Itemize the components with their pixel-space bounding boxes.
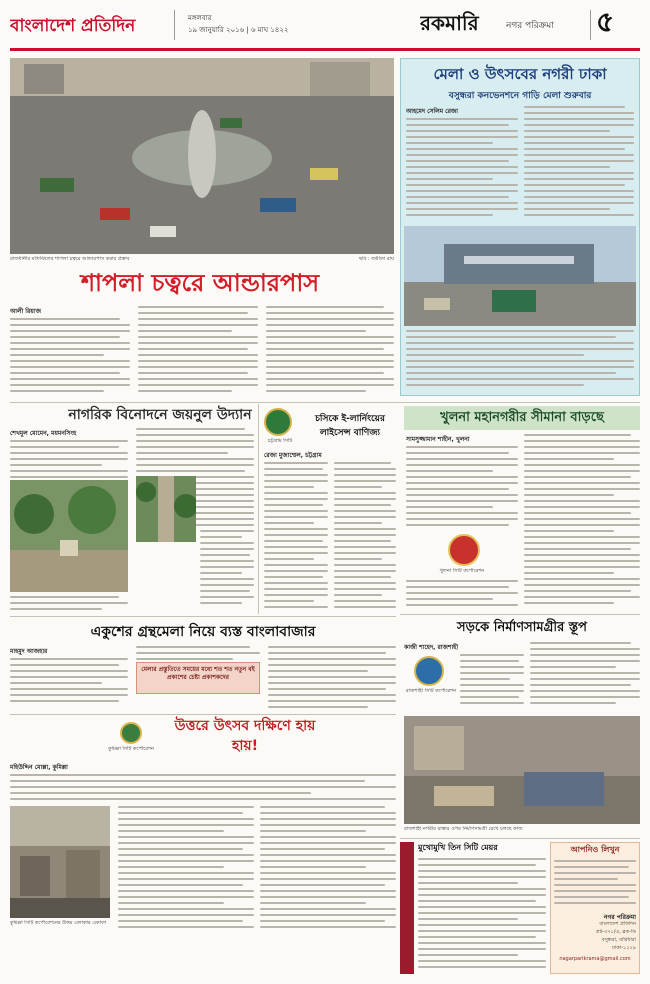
row-divider [10,402,640,403]
park-photo-large [10,480,128,592]
ekushe-body-col2 [136,646,260,662]
masthead-divider [590,10,591,40]
write-box-body [554,860,636,910]
write-box-contact-title: নগর পরিক্রমা [603,914,636,921]
khulna-body-col1b [406,580,518,612]
ekushe-body-col3 [268,646,396,710]
row-divider [10,616,396,617]
row-divider [400,614,640,615]
road-photo [404,716,640,824]
write-box-contact-line: প্লট-৩৭১/এ, ব্লক-ডি [596,929,636,935]
license-emblem [264,408,292,436]
comilla-body-col2 [118,806,254,936]
fair-headline: মেলা ও উৎসবের নগরী ঢাকা [433,65,607,83]
park-body-col3 [200,476,254,612]
comilla-photo [10,806,110,918]
park-landscape-image [10,480,128,592]
ekushe-byline: মাহমুদ আজহার [10,648,48,655]
khulna-body-col2 [524,434,640,612]
road-body-col2 [530,642,640,712]
comilla-body-col3 [260,806,396,936]
row-divider [10,714,396,715]
lead-photo-caption: রাজধানীর মতিঝিলের শাপলা চত্বরে আন্ডারপাস করার প্রস্তাব [10,256,130,262]
license-body-col1 [264,462,328,612]
write-box-email[interactable]: nagarparikrama@gmail.com [559,956,631,962]
road-byline: কাজী শাহেদ, রাজশাহী [404,644,459,651]
construction-materials-image [404,716,640,824]
fair-byline: আহমেদ সেলিম রেজা [406,108,458,115]
masthead-divider [174,10,175,40]
park-byline: শেখমুল মোমেন, ময়মনসিংহ [10,430,77,437]
lead-headline: শাপলা চত্বরে আন্ডারপাস [80,269,320,297]
section-title: রকমারি [420,11,479,35]
city-street-image [10,806,110,918]
fair-body-col3 [406,330,634,390]
mayors-body [418,858,546,974]
paper-logo: বাংলাদেশ প্রতিদিন [10,16,136,36]
comilla-emblem [120,722,142,744]
issue-date: ১৯ জানুয়ারি ২০১৬ | ৬ মাঘ ১৪২২ [188,26,289,34]
road-body-col1 [460,654,524,712]
row-divider [400,838,640,839]
road-emblem [414,656,444,686]
khulna-body-col1 [406,446,518,532]
license-headline: চসিকে ই-লার্নিংয়ের লাইসেন্স বাণিজ্য [315,414,385,438]
fair-subheadline: বসুন্ধরা কনভেনশনে গাড়ি মেলা শুরুবার [448,91,592,101]
license-byline: রেজা মুজাম্মেল, চট্টগ্রাম [264,452,322,459]
khulna-byline: সামসুজ্জামান শাহীন, খুলনা [406,436,470,443]
khulna-headline: খুলনা মহানগরীর সীমানা বাড়ছে [440,410,604,425]
ekushe-headline: একুশের গ্রন্থমেলা নিয়ে ব্যস্ত বাংলাবাজার [90,624,316,640]
comilla-byline: মহিউদ্দিন মোল্লা, কুমিল্লা [10,764,68,771]
comilla-headline: উত্তরে উৎসব দক্ষিণে হায় হায়! [174,718,316,754]
convention-gate-image [404,226,636,326]
mayors-side-tab [400,842,414,974]
write-box-contact-line: বাংলাদেশ প্রতিদিন [599,921,636,927]
column-divider [258,404,259,614]
park-headline: নাগরিক বিনোদনে জয়নুল উদ্যান [68,407,252,423]
park-photo [136,476,196,542]
lead-body-col3 [266,306,394,400]
traffic-scene-image [10,58,394,254]
khulna-emblem [448,534,480,566]
lead-photo [10,58,394,254]
write-box-contact-line: ঢাকা-১২২৯ [611,945,636,951]
fair-body-col2 [524,106,634,222]
lead-body-col1 [10,318,130,400]
lead-body-col2 [138,306,258,400]
write-box-headline: আপনিও লিখুন [570,845,620,854]
fair-body-col1 [406,118,518,222]
comilla-photo-caption: কুমিল্লা সিটি কর্পোরেশনের উত্তর এলাকার একাংশ [10,920,107,926]
page-number: ৫ [596,5,615,38]
comilla-body-col1 [10,774,396,804]
mayors-headline: মুখোমুখি তিন সিটি মেয়র [418,843,498,852]
license-body-col2 [334,462,396,612]
road-emblem-label: রাজশাহী সিটি কর্পোরেশন [405,688,457,694]
masthead [0,0,650,62]
khulna-emblem-label: খুলনা সিটি কর্পোরেশন [439,568,485,574]
comilla-emblem-label: কুমিল্লা সিটি কর্পোরেশন [108,746,154,752]
ekushe-highlight-box: মেলার প্রস্তুতিতে সময়ের মধ্যে শত শত নতুন বই প্রকাশের চেষ্টা প্রকাশকদের [136,662,260,694]
lead-photo-credit: ছবি : জয়ীতা রায় [359,256,394,262]
subsection-title: নগর পরিক্রমা [506,21,554,31]
fair-photo [404,226,636,326]
write-box-contact-line: বসুন্ধরা, বারিধারা [601,937,636,943]
road-photo-caption: রাজশাহী নগরীর রাস্তার ওপর নির্মাণসামগ্রী রেখে চলছে কাজ [404,826,523,832]
ekushe-body-col1 [10,658,128,710]
road-headline: সড়কে নির্মাণসামগ্রীর স্তূপ [457,620,587,635]
license-emblem-label: চট্টগ্রাম সিটি [267,438,293,444]
masthead-bottom-rule [10,48,640,51]
lead-byline: আলী রিয়াজ [10,308,41,315]
issue-day: মঙ্গলবার [188,14,212,22]
park-path-image [136,476,196,542]
